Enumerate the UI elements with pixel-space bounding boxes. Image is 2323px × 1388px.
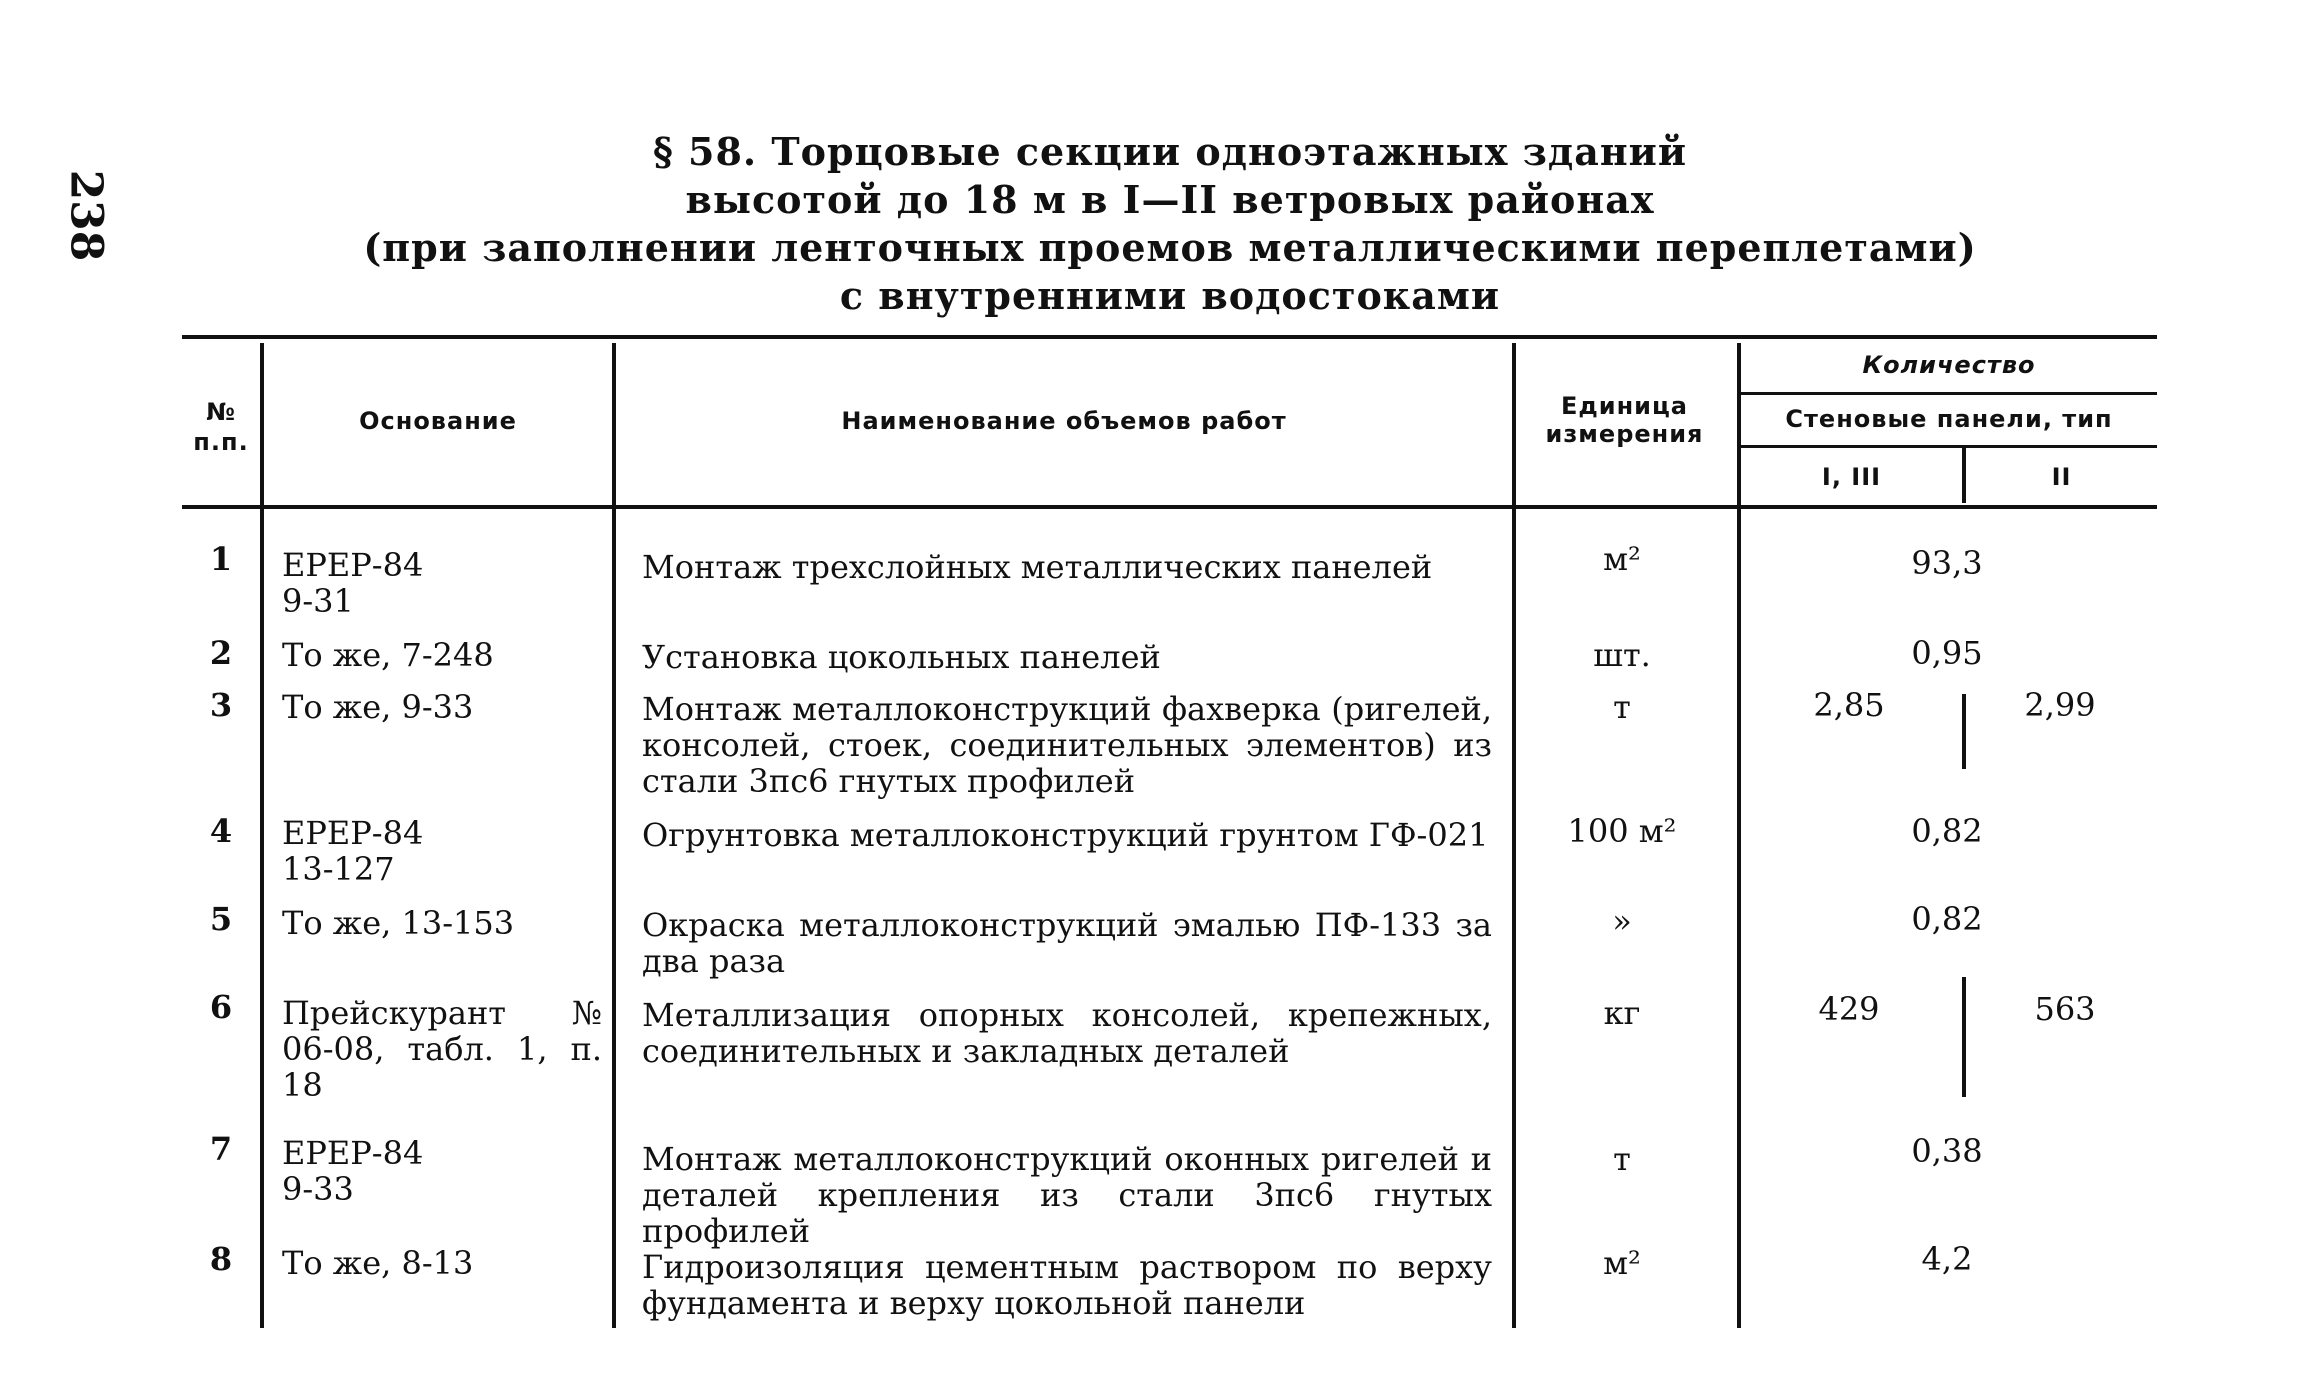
header-type-1-3: I, III (1821, 463, 1882, 491)
row-1-unit: м² (1603, 540, 1641, 578)
row-4-work: Огрунтовка металлоконструкций грунтом ГФ-021 (642, 816, 1489, 854)
row-5-qty: 0,82 (1911, 900, 1983, 938)
row-3-qty-type-1-3: 2,85 (1813, 686, 1885, 724)
row-8-basis: То же, 8-13 (282, 1244, 474, 1282)
title-line-4: с внутренними водостоками (839, 273, 1501, 318)
row-6-num: 6 (209, 988, 233, 1026)
row-4-unit: 100 м² (1567, 812, 1677, 850)
row-1-work: Монтаж трехслойных металлических панелей (642, 548, 1433, 586)
row-3-qty-type-2: 2,99 (2024, 686, 2096, 724)
row-6-basis: Прейскурант № 06-08, табл. 1, п. 18 (282, 994, 602, 1104)
header-basis: Основание (359, 407, 517, 435)
row-7-work: Монтаж металлоконструкций оконных ригелей и деталей крепления из стали 3пс6 гнутых профилей (642, 1140, 1492, 1250)
row-5-basis: То же, 13-153 (282, 904, 515, 942)
row-6-qty-type-2: 563 (2034, 990, 2096, 1028)
row-3-basis: То же, 9-33 (282, 688, 474, 726)
row-2-num: 2 (209, 634, 233, 672)
row-3-work: Монтаж металлоконструкций фахверка (ригелей, консолей, стоек, соединительных элементов) из стали 3пс6 гнутых профилей (642, 690, 1492, 800)
header-type-2: II (2051, 463, 2072, 491)
header-num: № п.п. (193, 398, 249, 456)
row-1-qty: 93,3 (1911, 544, 1983, 582)
panels-rule (1737, 445, 2157, 448)
row-2-qty: 0,95 (1911, 634, 1983, 672)
row-3-num: 3 (209, 686, 233, 724)
row-7-unit: т (1613, 1140, 1631, 1178)
row-4-basis: ЕРЕР-84 13-127 (282, 814, 424, 888)
row-2-basis: То же, 7-248 (282, 636, 494, 674)
title-line-1: § 58. Торцовые секции одноэтажных зданий (652, 129, 1688, 174)
row-3-unit: т (1613, 688, 1631, 726)
work-table (182, 335, 2157, 1330)
row-6-work: Металлизация опорных консолей, крепежных, соединительных и закладных деталей (642, 996, 1492, 1070)
row-8-unit: м² (1603, 1244, 1641, 1282)
row-6-unit: кг (1603, 994, 1641, 1032)
header-bottom-rule (182, 505, 2157, 509)
row-5-unit: » (1612, 902, 1632, 940)
row-5-num: 5 (209, 900, 233, 938)
row-7-num: 7 (209, 1130, 233, 1168)
row-4-qty: 0,82 (1911, 812, 1983, 850)
section-title (360, 128, 1980, 320)
row-7-qty: 0,38 (1911, 1132, 1983, 1170)
header-work: Наименование объемов работ (841, 407, 1287, 435)
row3-split (1962, 694, 1966, 769)
header-quantity: Количество (1862, 351, 2036, 379)
header-unit: Единица измерения (1545, 392, 1704, 448)
row-1-basis: ЕРЕР-84 9-31 (282, 546, 424, 620)
row-8-num: 8 (209, 1240, 233, 1278)
row-8-qty: 4,2 (1921, 1240, 1973, 1278)
row-1-num: 1 (209, 540, 233, 578)
row-7-basis: ЕРЕР-84 9-33 (282, 1134, 424, 1208)
page-number: 238 (60, 169, 112, 262)
row-2-work: Установка цокольных панелей (642, 638, 1161, 676)
row-4-num: 4 (209, 812, 233, 850)
title-line-3: (при заполнении ленточных проемов металлическими переплетами) (363, 225, 1977, 270)
row-2-unit: шт. (1593, 636, 1651, 674)
quantity-rule (1737, 392, 2157, 395)
col-divider-1 (260, 343, 264, 1328)
header-panels: Стеновые панели, тип (1785, 405, 2113, 433)
table-top-rule (182, 335, 2157, 339)
row-6-qty-type-1-3: 429 (1818, 990, 1880, 1028)
title-line-2: высотой до 18 м в I—II ветровых районах (685, 177, 1655, 222)
row6-split (1962, 977, 1966, 1097)
row-8-work: Гидроизоляция цементным раствором по верху фундамента и верху цокольной панели (642, 1248, 1492, 1322)
row-5-work: Окраска металлоконструкций эмалью ПФ-133 за два раза (642, 906, 1492, 980)
